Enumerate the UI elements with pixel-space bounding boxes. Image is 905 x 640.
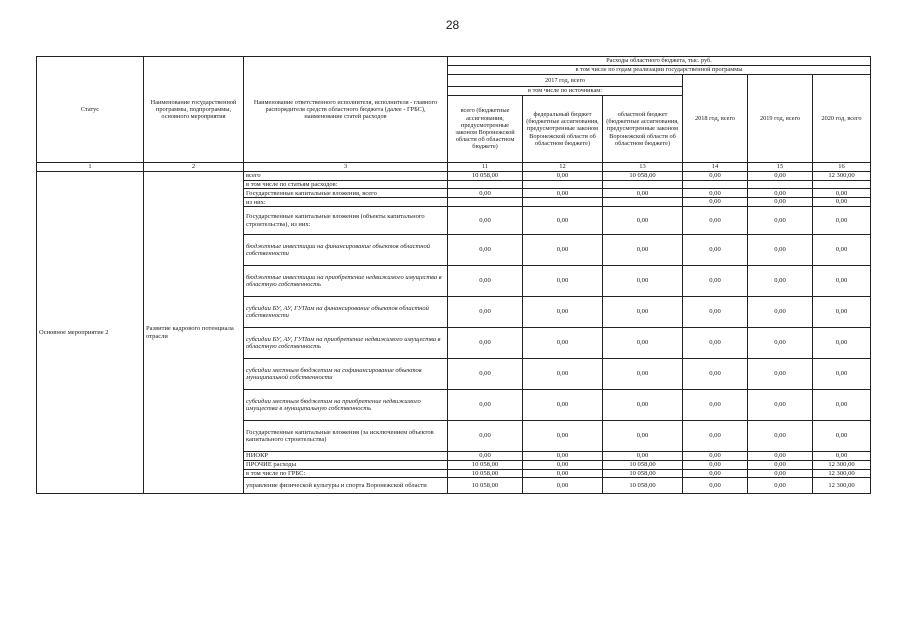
value-cell: 12 300,00 bbox=[813, 172, 871, 181]
column-number: 1 bbox=[37, 163, 144, 172]
value-cell: 0,00 bbox=[683, 460, 748, 469]
header-status: Статус bbox=[37, 57, 144, 163]
value-cell: 0,00 bbox=[683, 469, 748, 478]
value-cell: 0,00 bbox=[748, 469, 813, 478]
value-cell: 0,00 bbox=[603, 452, 683, 461]
row-label: Государственные капитальные вложения (объекты капитального строительства), из них: bbox=[244, 207, 448, 235]
value-cell: 0,00 bbox=[448, 359, 523, 390]
column-number: 15 bbox=[748, 163, 813, 172]
value-cell: 0,00 bbox=[448, 235, 523, 266]
value-cell: 0,00 bbox=[748, 207, 813, 235]
value-cell: 0,00 bbox=[813, 297, 871, 328]
value-cell: 0,00 bbox=[813, 198, 871, 207]
status-cell: Основное мероприятие 2 bbox=[37, 172, 144, 494]
value-cell: 0,00 bbox=[683, 189, 748, 198]
header-year-2018: 2018 год, всего bbox=[683, 75, 748, 163]
value-cell: 12 300,00 bbox=[813, 478, 871, 494]
value-cell: 0,00 bbox=[748, 172, 813, 181]
value-cell: 0,00 bbox=[523, 469, 603, 478]
value-cell: 0,00 bbox=[683, 452, 748, 461]
value-cell: 0,00 bbox=[748, 460, 813, 469]
value-cell: 0,00 bbox=[748, 328, 813, 359]
value-cell: 0,00 bbox=[813, 390, 871, 421]
value-cell bbox=[523, 181, 603, 189]
column-numbers-row bbox=[37, 163, 871, 172]
value-cell: 0,00 bbox=[603, 421, 683, 452]
value-cell: 0,00 bbox=[448, 421, 523, 452]
value-cell: 0,00 bbox=[748, 359, 813, 390]
value-cell bbox=[523, 198, 603, 207]
value-cell: 0,00 bbox=[523, 297, 603, 328]
value-cell: 0,00 bbox=[813, 266, 871, 297]
header-expenses-title: Расходы областного бюджета, тыс. руб. bbox=[448, 57, 871, 66]
column-number: 13 bbox=[603, 163, 683, 172]
value-cell: 0,00 bbox=[523, 478, 603, 494]
value-cell: 10 058,00 bbox=[603, 460, 683, 469]
header-federal: федеральный бюджет (бюджетные ассигнования, предусмотренные законом Воронежской области об областном бюджете) bbox=[523, 96, 603, 163]
value-cell: 0,00 bbox=[448, 390, 523, 421]
row-label: НИОКР bbox=[244, 452, 448, 461]
table-row bbox=[37, 172, 871, 181]
value-cell bbox=[603, 198, 683, 207]
value-cell: 0,00 bbox=[603, 328, 683, 359]
value-cell: 0,00 bbox=[523, 328, 603, 359]
value-cell: 0,00 bbox=[683, 266, 748, 297]
header-year-2019: 2019 год, всего bbox=[748, 75, 813, 163]
value-cell: 0,00 bbox=[683, 478, 748, 494]
value-cell: 10 058,00 bbox=[603, 469, 683, 478]
value-cell: 0,00 bbox=[813, 328, 871, 359]
header-incl-sources: в том числе по источникам: bbox=[448, 87, 683, 96]
value-cell: 10 058,00 bbox=[448, 478, 523, 494]
header-total-2017: всего (бюджетные ассигнования, предусмотренные законом Воронежской области об областном бюджете) bbox=[448, 96, 523, 163]
value-cell: 10 058,00 bbox=[603, 172, 683, 181]
column-number: 11 bbox=[448, 163, 523, 172]
page-number: 28 bbox=[445, 18, 460, 32]
value-cell: 0,00 bbox=[813, 189, 871, 198]
value-cell: 0,00 bbox=[523, 390, 603, 421]
value-cell: 0,00 bbox=[603, 207, 683, 235]
value-cell: 0,00 bbox=[603, 235, 683, 266]
value-cell: 10 058,00 bbox=[603, 478, 683, 494]
value-cell bbox=[813, 181, 871, 189]
value-cell: 0,00 bbox=[683, 328, 748, 359]
column-number: 16 bbox=[813, 163, 871, 172]
value-cell: 0,00 bbox=[448, 297, 523, 328]
value-cell: 0,00 bbox=[448, 328, 523, 359]
value-cell: 12 300,00 bbox=[813, 460, 871, 469]
header-year-2017: 2017 год, всего bbox=[448, 75, 683, 87]
value-cell bbox=[448, 181, 523, 189]
value-cell: 0,00 bbox=[603, 189, 683, 198]
value-cell: 0,00 bbox=[603, 359, 683, 390]
value-cell: 0,00 bbox=[748, 189, 813, 198]
value-cell: 0,00 bbox=[748, 266, 813, 297]
value-cell: 0,00 bbox=[813, 235, 871, 266]
value-cell: 10 058,00 bbox=[448, 172, 523, 181]
value-cell: 0,00 bbox=[523, 359, 603, 390]
value-cell: 0,00 bbox=[683, 198, 748, 207]
value-cell: 0,00 bbox=[523, 172, 603, 181]
row-label: субсидии местным бюджетам на софинансирование объектов муниципальной собственности bbox=[244, 359, 448, 390]
value-cell: 0,00 bbox=[748, 297, 813, 328]
value-cell: 0,00 bbox=[748, 390, 813, 421]
row-label: в том числе по статьям расходов: bbox=[244, 181, 448, 189]
value-cell: 0,00 bbox=[523, 266, 603, 297]
value-cell: 0,00 bbox=[813, 421, 871, 452]
header-regional: областной бюджет (бюджетные ассигнования, предусмотренные законом Воронежской области об областном бюджете) bbox=[603, 96, 683, 163]
value-cell: 0,00 bbox=[748, 421, 813, 452]
value-cell: 0,00 bbox=[683, 421, 748, 452]
column-number: 3 bbox=[244, 163, 448, 172]
header-by-years: в том числе по годам реализации государственной программы bbox=[448, 66, 871, 75]
value-cell: 0,00 bbox=[523, 460, 603, 469]
value-cell: 0,00 bbox=[603, 297, 683, 328]
header-year-2020: 2020 год, всего bbox=[813, 75, 871, 163]
row-label: ПРОЧИЕ расходы bbox=[244, 460, 448, 469]
value-cell: 0,00 bbox=[448, 207, 523, 235]
value-cell: 10 058,00 bbox=[448, 469, 523, 478]
row-label: из них: bbox=[244, 198, 448, 207]
row-label: субсидии местным бюджетам на приобретение недвижимого имущества в муниципальную собственность bbox=[244, 390, 448, 421]
value-cell: 0,00 bbox=[603, 390, 683, 421]
column-number: 12 bbox=[523, 163, 603, 172]
row-label: Государственные капитальные вложения, всего bbox=[244, 189, 448, 198]
value-cell bbox=[748, 181, 813, 189]
value-cell: 0,00 bbox=[448, 189, 523, 198]
budget-table bbox=[36, 56, 871, 494]
row-label: бюджетные инвестиции на приобретение недвижимого имущества в областную собственность bbox=[244, 266, 448, 297]
row-label: Государственные капитальные вложения (за исключением объектов капитального строительства) bbox=[244, 421, 448, 452]
value-cell: 0,00 bbox=[523, 452, 603, 461]
row-label: всего bbox=[244, 172, 448, 181]
value-cell: 12 300,00 bbox=[813, 469, 871, 478]
value-cell: 0,00 bbox=[813, 359, 871, 390]
value-cell: 0,00 bbox=[603, 266, 683, 297]
row-label: в том числе по ГРБС: bbox=[244, 469, 448, 478]
value-cell: 0,00 bbox=[523, 421, 603, 452]
value-cell: 10 058,00 bbox=[448, 460, 523, 469]
program-cell: Развитие кадрового потенциала отрасли bbox=[144, 172, 244, 494]
value-cell: 0,00 bbox=[523, 189, 603, 198]
value-cell: 0,00 bbox=[748, 235, 813, 266]
value-cell bbox=[683, 181, 748, 189]
column-number: 14 bbox=[683, 163, 748, 172]
value-cell bbox=[448, 198, 523, 207]
value-cell: 0,00 bbox=[683, 359, 748, 390]
value-cell: 0,00 bbox=[813, 207, 871, 235]
value-cell: 0,00 bbox=[683, 207, 748, 235]
value-cell: 0,00 bbox=[448, 266, 523, 297]
value-cell: 0,00 bbox=[523, 207, 603, 235]
header-executor: Наименование ответственного исполнителя, исполнителя - главного распорядителя средств областного бюджета (далее - ГРБС), наименование статей расходов bbox=[244, 57, 448, 163]
row-label: бюджетные инвестиции на финансирование объектов областной собственности bbox=[244, 235, 448, 266]
value-cell: 0,00 bbox=[748, 198, 813, 207]
row-label: субсидии БУ, АУ, ГУПам на приобретение недвижимого имущества в областную собственность bbox=[244, 328, 448, 359]
row-label: управление физической культуры и спорта Воронежской области bbox=[244, 478, 448, 494]
value-cell: 0,00 bbox=[683, 172, 748, 181]
value-cell: 0,00 bbox=[748, 452, 813, 461]
value-cell: 0,00 bbox=[813, 452, 871, 461]
value-cell: 0,00 bbox=[683, 390, 748, 421]
row-label: субсидии БУ, АУ, ГУПам на финансирование объектов областной собственности bbox=[244, 297, 448, 328]
value-cell: 0,00 bbox=[683, 297, 748, 328]
value-cell: 0,00 bbox=[523, 235, 603, 266]
header-program-name: Наименование государственной программы, подпрограммы, основного мероприятия bbox=[144, 57, 244, 163]
value-cell: 0,00 bbox=[748, 478, 813, 494]
value-cell bbox=[603, 181, 683, 189]
value-cell: 0,00 bbox=[448, 452, 523, 461]
column-number: 2 bbox=[144, 163, 244, 172]
value-cell: 0,00 bbox=[683, 235, 748, 266]
